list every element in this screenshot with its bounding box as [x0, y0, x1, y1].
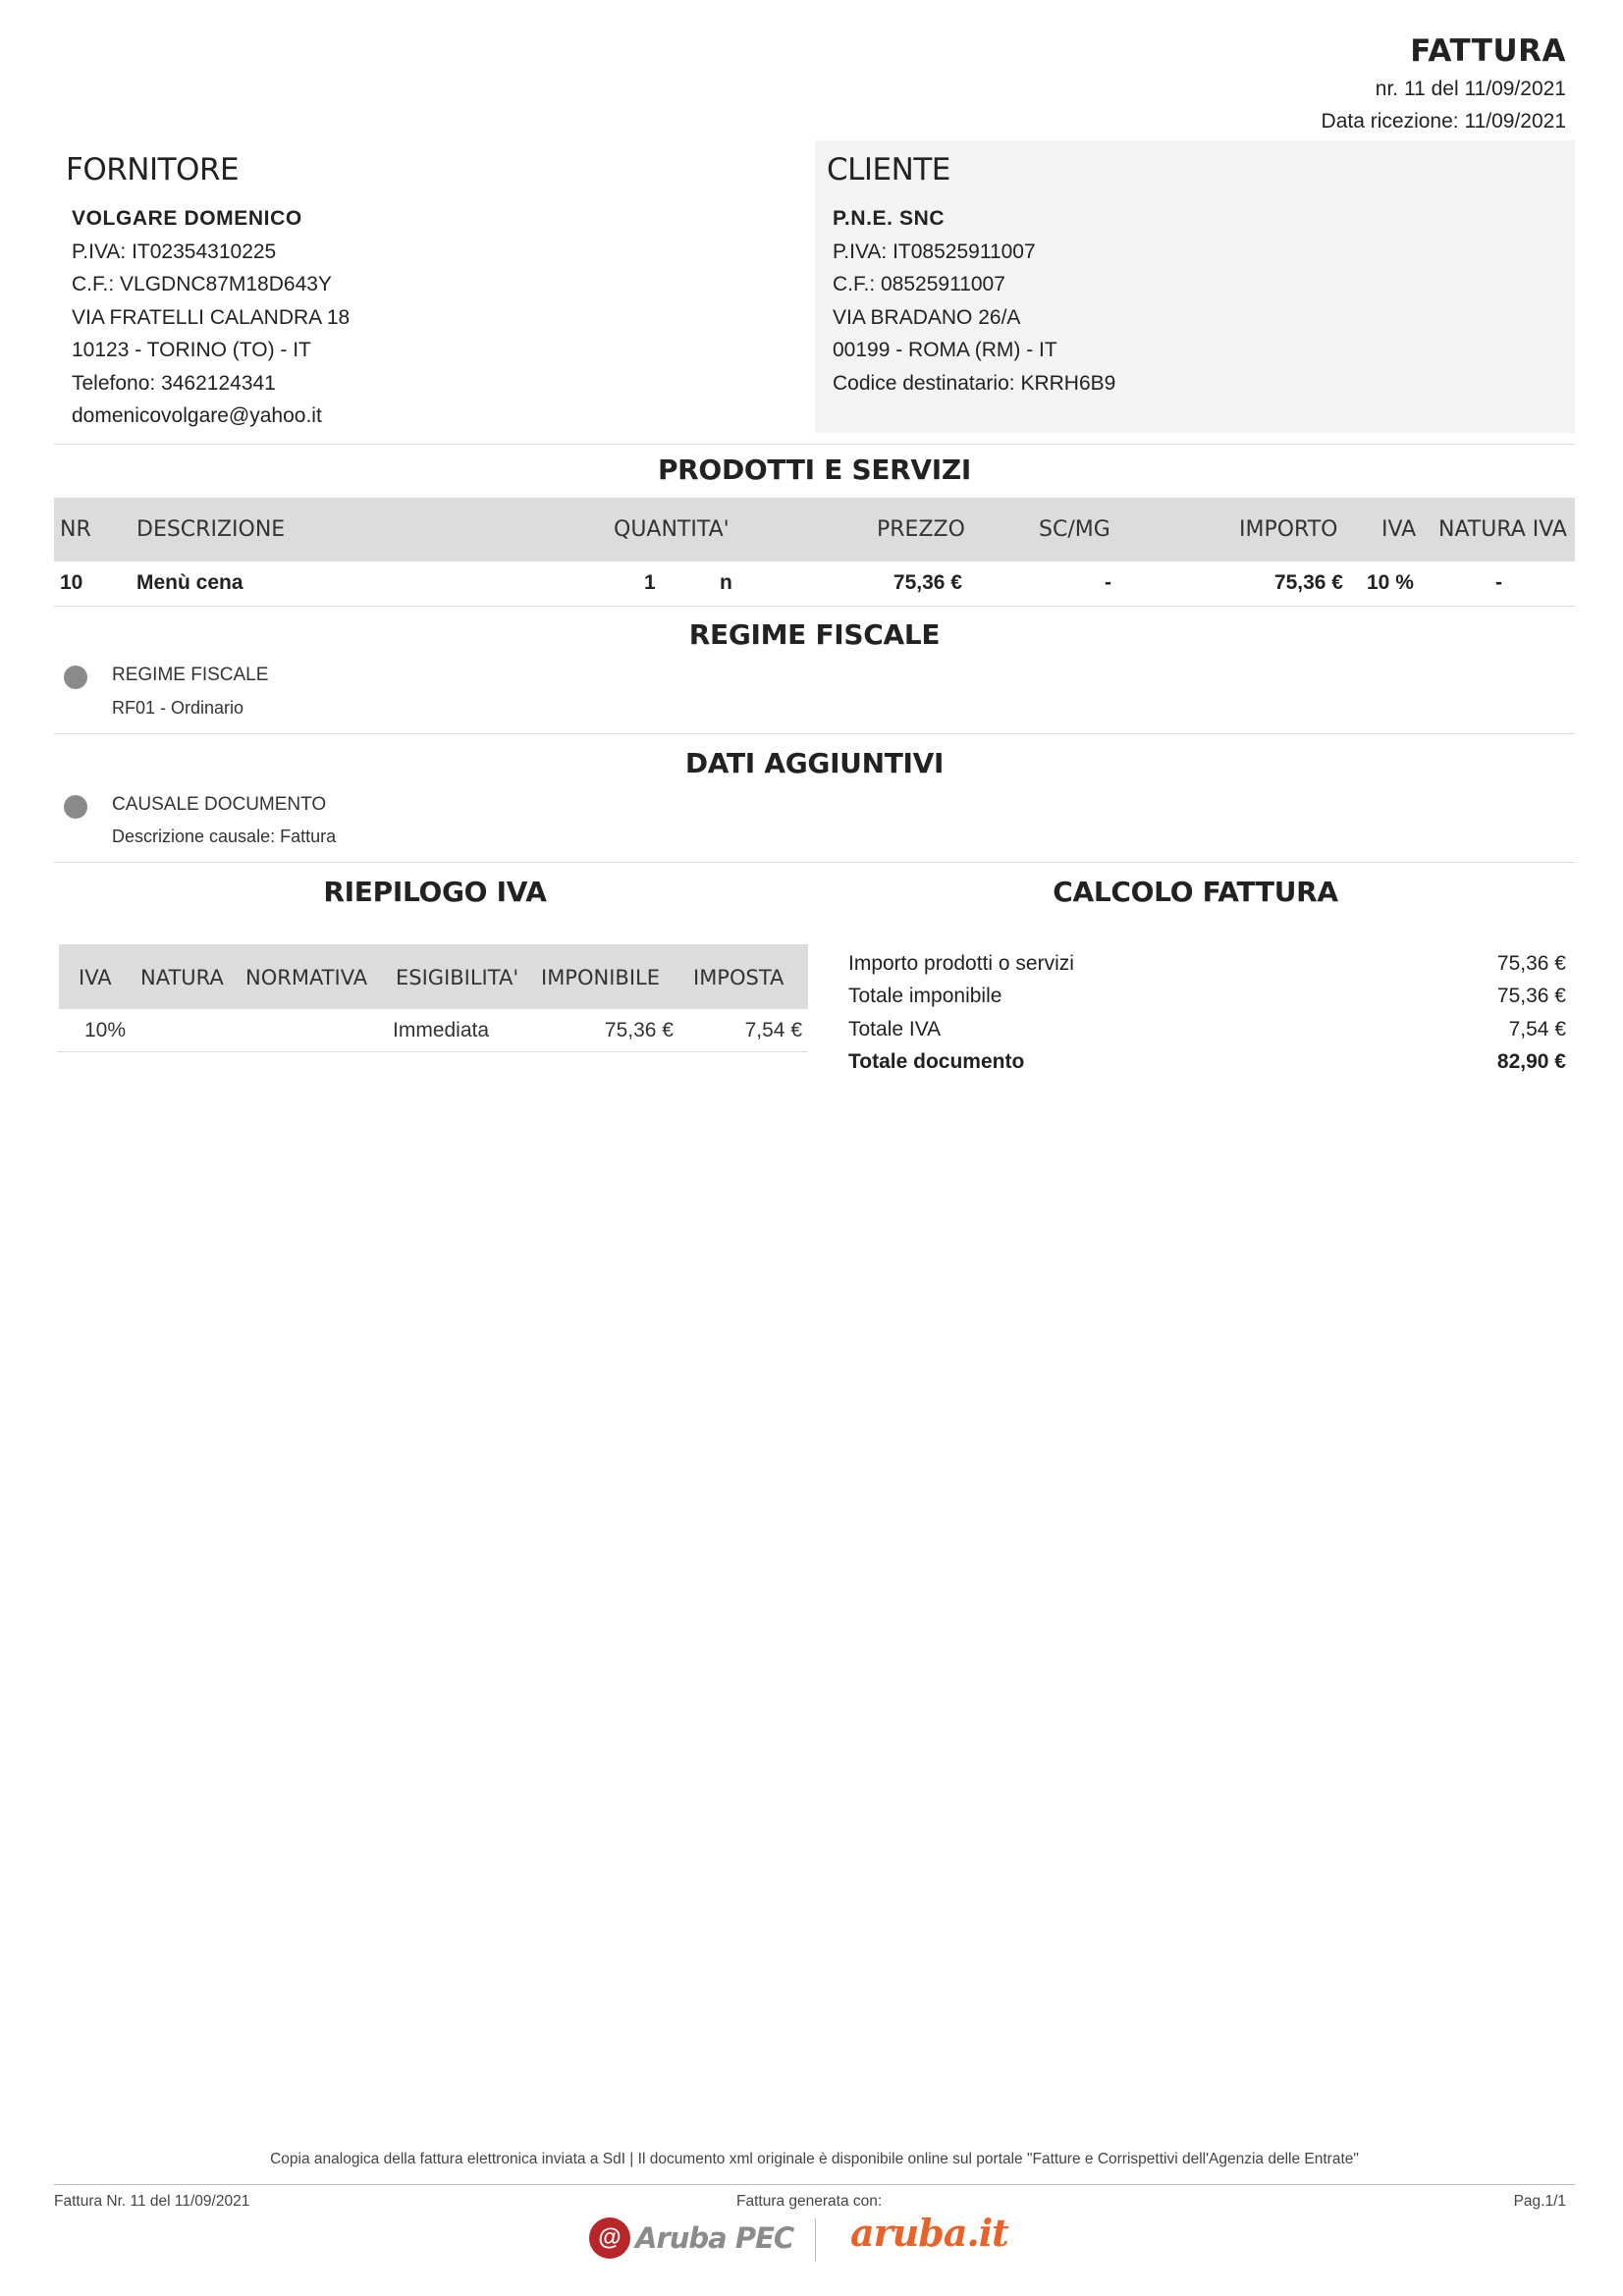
footer-divider: [54, 2184, 1575, 2185]
row-discount: -: [1105, 571, 1111, 594]
tax-regime-value: RF01 - Ordinario: [112, 698, 244, 718]
row-amount: 75,36 €: [1273, 571, 1343, 594]
footer-generated-with: Fattura generata con:: [736, 2193, 883, 2210]
additional-data-title: DATI AGGIUNTIVI: [684, 747, 945, 779]
bullet-icon: [64, 795, 87, 819]
vat-summary-header: [59, 944, 808, 1009]
total-taxable-value: 75,36 €: [1496, 985, 1566, 1007]
vat-row-esigibilita: Immediata: [393, 1019, 490, 1041]
client-piva: P.IVA: IT08525911007: [833, 240, 1036, 263]
row-vat-nature: -: [1495, 571, 1502, 594]
bullet-icon: [64, 666, 87, 689]
col-price: PREZZO: [877, 517, 965, 542]
col-nr: NR: [60, 517, 91, 542]
col-description: DESCRIZIONE: [136, 517, 286, 542]
supplier-cf: C.F.: VLGDNC87M18D643Y: [72, 273, 332, 295]
divider: [54, 444, 1575, 445]
row-quantity: 1: [644, 571, 656, 594]
supplier-box: [54, 140, 810, 433]
vat-col-esigibilita: ESIGIBILITA': [396, 966, 519, 989]
col-quantity: QUANTITA': [614, 517, 730, 542]
footer-invoice-ref: Fattura Nr. 11 del 11/09/2021: [54, 2193, 250, 2210]
vat-col-imponibile: IMPONIBILE: [541, 966, 660, 989]
client-heading: CLIENTE: [827, 152, 950, 187]
supplier-piva: P.IVA: IT02354310225: [72, 240, 277, 263]
tax-regime-title: REGIME FISCALE: [688, 618, 941, 651]
aruba-pec-logo: [589, 2216, 793, 2261]
vat-col-normativa: NORMATIVA: [245, 966, 368, 989]
row-unit: n: [720, 571, 732, 594]
received-date: Data ricezione: 11/09/2021: [1321, 110, 1566, 133]
supplier-name: VOLGARE DOMENICO: [72, 207, 302, 230]
total-vat-value: 7,54 €: [1508, 1018, 1566, 1041]
additional-value: Descrizione causale: Fattura: [112, 827, 337, 846]
row-vat: 10 %: [1367, 571, 1414, 594]
vat-row-imposta: 7,54 €: [744, 1019, 802, 1041]
products-title: PRODOTTI E SERVIZI: [657, 454, 972, 486]
aruba-pec-logo-text: Aruba PEC: [635, 2221, 794, 2255]
divider: [54, 606, 1575, 607]
divider: [57, 1051, 808, 1052]
total-vat-label: Totale IVA: [848, 1018, 942, 1041]
additional-label: CAUSALE DOCUMENTO: [112, 794, 327, 815]
tax-regime-label: REGIME FISCALE: [112, 665, 269, 685]
aruba-it-logo: aruba.it: [850, 2211, 1008, 2255]
vat-col-natura: NATURA: [140, 966, 224, 989]
footer-note: Copia analogica della fattura elettronica inviata a SdI | Il documento xml originale è disponibile online sul portale "Fatture e Corrispettivi dell'Agenzia delle Entrate": [270, 2151, 1359, 2167]
col-discount: SC/MG: [1039, 517, 1110, 542]
total-document-value: 82,90 €: [1496, 1050, 1566, 1073]
document-number: nr. 11 del 11/09/2021: [1375, 78, 1566, 100]
client-name: P.N.E. SNC: [833, 207, 946, 230]
row-price: 75,36 €: [893, 571, 962, 594]
supplier-heading: FORNITORE: [66, 152, 240, 187]
total-products-label: Importo prodotti o servizi: [848, 952, 1074, 975]
row-description: Menù cena: [136, 571, 243, 594]
client-address: VIA BRADANO 26/A: [833, 305, 1021, 329]
divider: [54, 862, 1575, 863]
row-nr: 10: [60, 571, 83, 594]
col-amount: IMPORTO: [1239, 517, 1338, 542]
vat-col-imposta: IMPOSTA: [693, 966, 784, 989]
vat-summary-title: RIEPILOGO IVA: [323, 876, 547, 908]
supplier-city: 10123 - TORINO (TO) - IT: [72, 339, 311, 361]
document-title: FATTURA: [1410, 33, 1566, 69]
col-vat-nature: NATURA IVA: [1438, 517, 1567, 542]
client-dest-code: Codice destinatario: KRRH6B9: [833, 371, 1116, 395]
products-table-header: [54, 498, 1575, 561]
client-city: 00199 - ROMA (RM) - IT: [833, 339, 1057, 361]
totals-title: CALCOLO FATTURA: [1053, 876, 1338, 908]
at-seal-icon: @: [589, 2217, 630, 2259]
total-document-label: Totale documento: [848, 1050, 1025, 1073]
vat-col-iva: IVA: [79, 966, 112, 989]
divider: [54, 733, 1575, 734]
total-products-value: 75,36 €: [1496, 952, 1566, 975]
col-vat: IVA: [1381, 517, 1417, 542]
supplier-address: VIA FRATELLI CALANDRA 18: [72, 305, 351, 329]
total-taxable-label: Totale imponibile: [848, 985, 1002, 1007]
logo-divider: [815, 2218, 816, 2262]
client-box: [815, 140, 1575, 433]
supplier-email: domenicovolgare@yahoo.it: [72, 404, 322, 427]
vat-row-imponibile: 75,36 €: [604, 1019, 674, 1041]
vat-row-iva: 10%: [84, 1019, 127, 1041]
client-cf: C.F.: 08525911007: [833, 273, 1005, 295]
supplier-phone: Telefono: 3462124341: [72, 371, 276, 395]
footer-page-number: Pag.1/1: [1513, 2193, 1566, 2210]
